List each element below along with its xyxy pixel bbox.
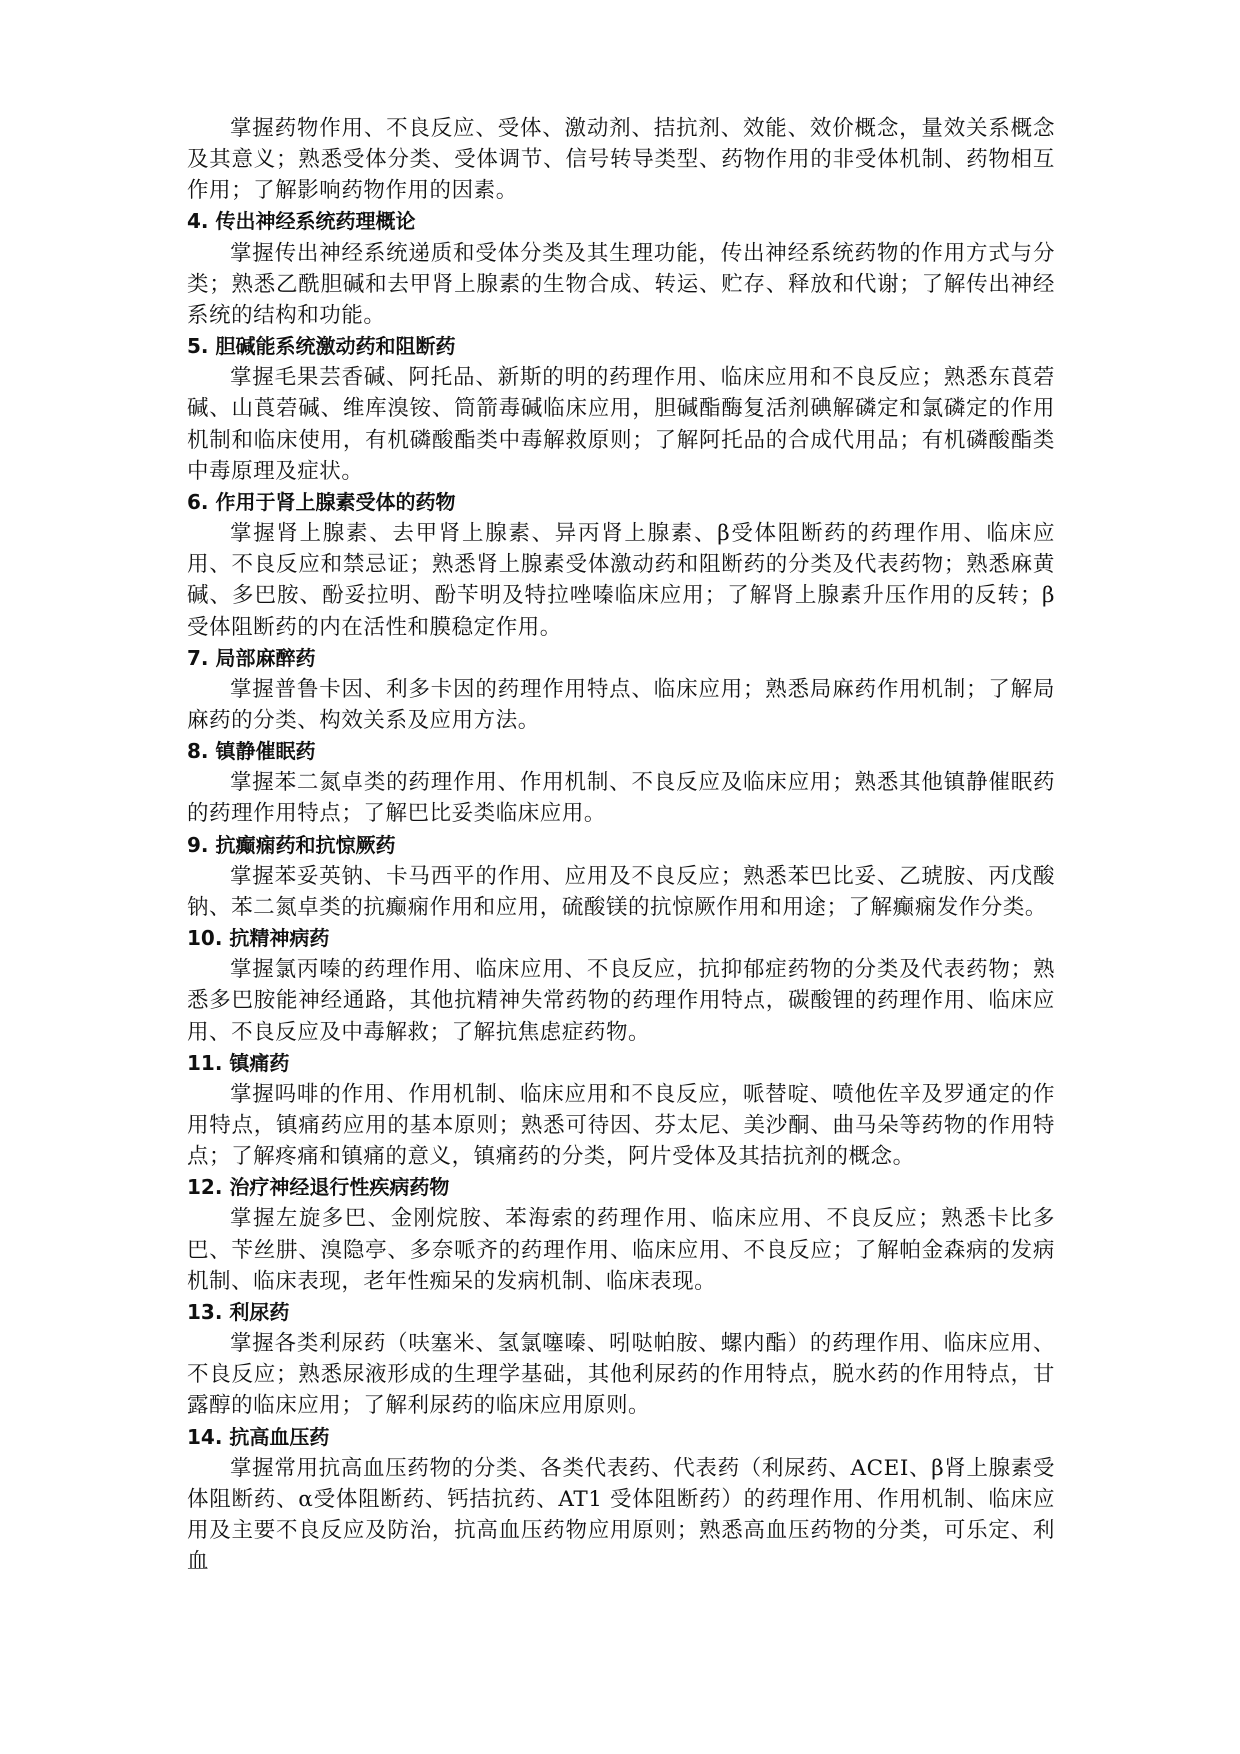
section-heading: 4. 传出神经系统药理概论	[187, 209, 416, 234]
section-body: 掌握各类利尿药（呋塞米、氢氯噻嗪、吲哒帕胺、螺内酯）的药理作用、临床应用、不良反应；熟悉尿液形成的生理学基础，其他利尿药的作用特点，脱水药的作用特点，甘露醇的临床应用；了解利尿药的临床应用原则。	[187, 1331, 1055, 1419]
document-page	[187, 113, 1055, 1577]
section-body: 掌握肾上腺素、去甲肾上腺素、异丙肾上腺素、β受体阻断药的药理作用、临床应用、不良反应和禁忌证；熟悉肾上腺素受体激动药和阻断药的分类及代表药物；熟悉麻黄碱、多巴胺、酚妥拉明、酚苄明及特拉唑嗪临床应用；了解肾上腺素升压作用的反转；β受体阻断药的内在活性和膜稳定作用。	[187, 521, 1055, 640]
section-body: 掌握吗啡的作用、作用机制、临床应用和不良反应，哌替啶、喷他佐辛及罗通定的作用特点，镇痛药应用的基本原则；熟悉可待因、芬太尼、美沙酮、曲马朵等药物的作用特点；了解疼痛和镇痛的意义，镇痛药的分类，阿片受体及其拮抗剂的概念。	[187, 1081, 1055, 1170]
section-body: 掌握左旋多巴、金刚烷胺、苯海索的药理作用、临床应用、不良反应；熟悉卡比多巴、苄丝肼、溴隐亭、多奈哌齐的药理作用、临床应用、不良反应；了解帕金森病的发病机制、临床表现，老年性痴呆的发病机制、临床表现。	[187, 1206, 1055, 1294]
section-heading: 6. 作用于肾上腺素受体的药物	[187, 489, 456, 514]
section-body: 掌握常用抗高血压药物的分类、各类代表药、代表药（利尿药、ACEI、β肾上腺素受体阻断药、α受体阻断药、钙拮抗药、AT1 受体阻断药）的药理作用、作用机制、临床应用及主要不良反应及防治，抗高血压药物应用原则；熟悉高血压药物的分类，可乐定、利血	[187, 1455, 1055, 1575]
section-heading: 13. 利尿药	[187, 1299, 290, 1324]
section-heading: 11. 镇痛药	[187, 1050, 290, 1075]
section-body: 掌握传出神经系统递质和受体分类及其生理功能，传出神经系统药物的作用方式与分类；熟悉乙酰胆碱和去甲肾上腺素的生物合成、转运、贮存、释放和代谢；了解传出神经系统的结构和功能。	[187, 240, 1055, 328]
section-body: 掌握氯丙嗪的药理作用、临床应用、不良反应，抗抑郁症药物的分类及代表药物；熟悉多巴胺能神经通路，其他抗精神失常药物的药理作用特点，碳酸锂的药理作用、临床应用、不良反应及中毒解救；了解抗焦虑症药物。	[187, 957, 1055, 1045]
section-heading: 5. 胆碱能系统激动药和阻断药	[187, 334, 456, 359]
section-heading: 14. 抗高血压药	[187, 1424, 330, 1449]
section-body: 掌握苯妥英钠、卡马西平的作用、应用及不良反应；熟悉苯巴比妥、乙琥胺、丙戊酸钠、苯二氮卓类的抗癫痫作用和应用，硫酸镁的抗惊厥作用和用途；了解癫痫发作分类。	[187, 863, 1055, 920]
section-heading: 10. 抗精神病药	[187, 926, 330, 951]
section-heading: 9. 抗癫痫药和抗惊厥药	[187, 832, 396, 857]
section-heading: 7. 局部麻醉药	[187, 645, 316, 670]
section-heading: 8. 镇静催眠药	[187, 739, 316, 764]
section-body: 掌握普鲁卡因、利多卡因的药理作用特点、临床应用；熟悉局麻药作用机制；了解局麻药的分类、构效关系及应用方法。	[187, 676, 1055, 733]
section-body: 掌握苯二氮卓类的药理作用、作用机制、不良反应及临床应用；熟悉其他镇静催眠药的药理作用特点；了解巴比妥类临床应用。	[187, 770, 1055, 827]
section-body: 掌握毛果芸香碱、阿托品、新斯的明的药理作用、临床应用和不良反应；熟悉东莨菪碱、山莨菪碱、维库溴铵、筒箭毒碱临床应用，胆碱酯酶复活剂碘解磷定和氯磷定的作用机制和临床使用，有机磷酸酯类中毒解救原则；了解阿托品的合成代用品；有机磷酸酯类中毒原理及症状。	[187, 365, 1055, 484]
section-heading: 12. 治疗神经退行性疾病药物	[187, 1175, 450, 1200]
section-body: 掌握药物作用、不良反应、受体、激动剂、拮抗剂、效能、效价概念，量效关系概念及其意义；熟悉受体分类、受体调节、信号转导类型、药物作用的非受体机制、药物相互作用；了解影响药物作用的因素。	[187, 116, 1055, 204]
